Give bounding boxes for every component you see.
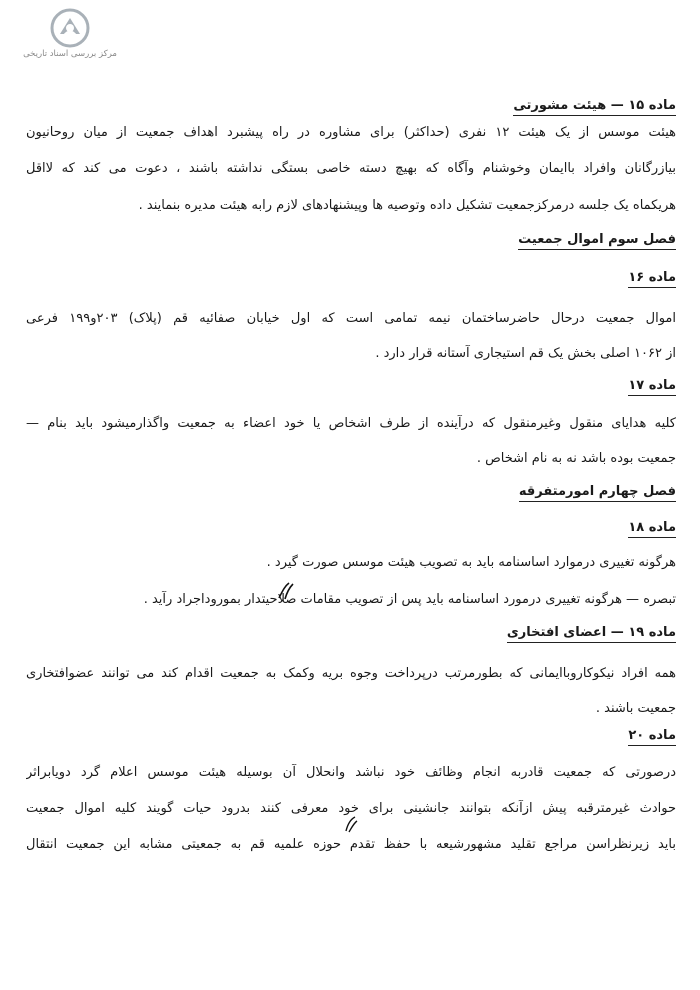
logo-caption: مرکز بررسی اسناد تاریخی (23, 49, 117, 59)
text-line: بیازرگانان وافراد باایمان وخوشنام وآگاه که بهیچ دسته خاصی بستگی نداشته باشند ، دعوت می کند که لااقل (26, 161, 676, 176)
section-heading-text: ماده ۱۸ (628, 520, 676, 538)
text-line: درصورتی که جمعیت قادربه انجام وظائف خود نباشد وانحلال آن بوسیله هیئت موسس اعلام گرد دویابراثر (26, 765, 676, 780)
section-heading (628, 270, 676, 285)
handwritten-mark (275, 580, 297, 602)
text-line: از ۱۰۶۲ اصلی بخش یک قم استیجاری آستانه قرار دارد . (375, 346, 676, 361)
text-line: همه افراد نیکوکاروباایمانی که بطورمرتب درپرداخت وجوه بریه وکمک به جمعیت اقدام کند می توانند عضوافتخاری (26, 666, 676, 681)
text-line: حوادث غیرمترقبه پیش ازآنکه بتوانند جانشینی برای خود معرفی کنند بدرود حیات گویند کلیه اموال جمعیت (26, 801, 676, 816)
text-line: هرگونه تغییری درموارد اساسنامه باید به تصویب هیئت موسس صورت گیرد . (266, 555, 676, 570)
section-heading (513, 98, 676, 113)
text-line: جمعیت بوده باشد نه به نام اشخاص . (476, 451, 676, 466)
section-heading (507, 625, 676, 640)
archive-logo-icon (50, 8, 90, 48)
archive-logo (10, 8, 130, 68)
section-heading-text: ماده ۲۰ (628, 728, 676, 746)
text-line: هریکماه یک جلسه درمرکزجمعیت تشکیل داده وتوصیه ها وپیشنهادهای لازم رابه هیئت مدیره بنمایند . (138, 198, 676, 213)
section-heading-text: ماده ۱۶ (628, 270, 676, 288)
text-line: کلیه هدایای منقول وغیرمنقول که درآینده از طرف اشخاص یا خود اعضاء به جمعیت واگذارمیشود باید بنام — (26, 416, 676, 431)
text-line: جمعیت باشند . (595, 701, 676, 716)
section-heading-text: فصل سوم اموال جمعیت (518, 232, 676, 250)
section-heading-text: ماده ۱۵ — هیئت مشورتی (513, 98, 676, 116)
section-heading (628, 728, 676, 743)
text-line: باید زیرنظراسن مراجع تقلید مشهورشیعه با حفظ تقدم حوزه علمیه قم به جمعیتی مشابه این جمعیت انتقال (26, 837, 676, 852)
text-line: اموال جمعیت درحال حاضرساختمان نیمه تمامی است که اول خیابان صفائیه قم (پلاک) ۲۰۳و۱۹۹ فرعی (26, 311, 676, 326)
section-heading (628, 378, 676, 393)
text-line: تبصره — هرگونه تغییری درمورد اساسنامه باید پس از تصویب مقامات صلاحیتدار بموروداجراد رآید . (143, 592, 676, 607)
text-line: هیئت موسس از یک هیئت ۱۲ نفری (حداکثر) برای مشاوره در راه پیشبرد اهداف جمعیت از میان روحانیون (26, 125, 676, 140)
section-heading (518, 232, 676, 247)
section-heading-text: فصل چهارم امورمتفرقه (519, 484, 676, 502)
section-heading-text: ماده ۱۷ (628, 378, 676, 396)
section-heading (519, 484, 676, 499)
section-heading-text: ماده ۱۹ — اعضای افتخاری (507, 625, 676, 643)
handwritten-mark (343, 815, 359, 835)
section-heading (628, 520, 676, 535)
